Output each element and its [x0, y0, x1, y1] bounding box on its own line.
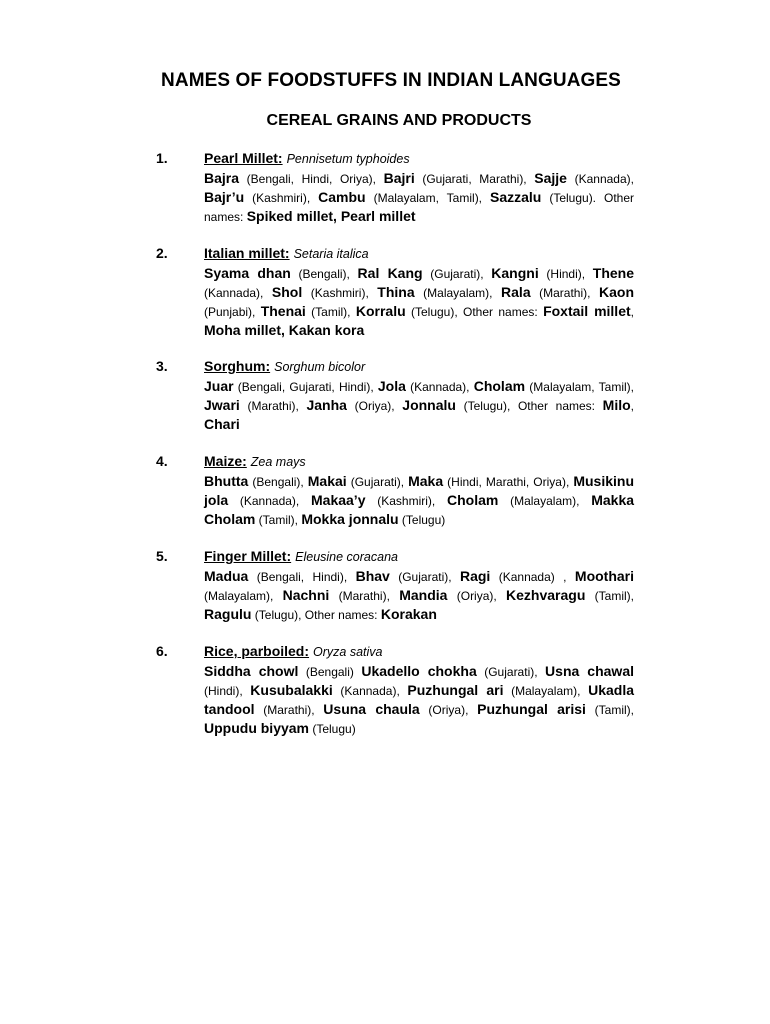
food-local-name: Usuna chaula	[323, 701, 420, 717]
entry-name: Rice, parboiled:	[204, 643, 310, 659]
food-local-name: Uppudu biyyam	[204, 720, 310, 736]
entry-scientific-name: Zea mays	[250, 455, 306, 469]
language-tag: (Tamil),	[585, 589, 634, 603]
food-local-name: Ral Kang	[357, 265, 423, 281]
entry-name: Pearl Millet:	[204, 150, 283, 166]
entry-body	[204, 472, 634, 529]
food-local-name: Mokka jonnalu	[301, 511, 399, 527]
food-local-name: Ragulu	[204, 606, 252, 622]
language-tag: (Marathi),	[530, 286, 599, 300]
language-tag: (Kannada),	[332, 684, 408, 698]
entry-body	[204, 662, 634, 738]
entry-heading	[204, 245, 369, 261]
food-local-name: Usna chawal	[545, 663, 634, 679]
entry-number: 2.	[156, 245, 168, 261]
entry-scientific-name: Pennisetum typhoides	[286, 152, 410, 166]
language-tag: (Oriya),	[447, 589, 507, 603]
entry-scientific-name: Sorghum bicolor	[274, 360, 366, 374]
food-local-name: Sazzalu	[490, 189, 542, 205]
language-tag: (Kashmiri),	[302, 286, 378, 300]
entry-name: Finger Millet:	[204, 548, 292, 564]
language-tag: (Gujarati),	[346, 475, 409, 489]
food-local-name: Korralu	[355, 303, 406, 319]
language-tag: (Malayalam),	[414, 286, 502, 300]
language-tag: (Kashmiri),	[365, 494, 447, 508]
food-local-name: Ragi	[459, 568, 491, 584]
food-local-name: Kangni	[491, 265, 539, 281]
section-heading: CEREAL GRAINS AND PRODUCTS	[266, 112, 532, 129]
entry-scientific-name: Setaria italica	[293, 247, 369, 261]
food-local-name: Maka	[408, 473, 444, 489]
language-tag: (Bengali, Hindi),	[248, 570, 356, 584]
food-local-name: Makai	[307, 473, 347, 489]
entry-heading	[204, 358, 365, 374]
language-tag: (Bengali)	[298, 665, 362, 679]
entry-name: Italian millet:	[204, 245, 290, 261]
language-tag: (Kannada) ,	[490, 570, 575, 584]
language-tag: ,	[630, 399, 634, 413]
language-tag: (Malayalam),	[498, 494, 592, 508]
food-local-name: Puzhungal ari	[407, 682, 504, 698]
entry-number: 5.	[156, 548, 168, 564]
language-tag: (Telugu), Other names:	[405, 305, 544, 319]
language-tag: (Malayalam, Tamil),	[525, 380, 634, 394]
entry-number: 1.	[156, 150, 168, 166]
food-local-name: Janha	[306, 397, 347, 413]
food-local-name: Kezhvaragu	[506, 587, 586, 603]
food-local-name: Jwari	[204, 397, 240, 413]
food-local-name: Mandia	[399, 587, 448, 603]
language-tag: (Kannada),	[204, 286, 272, 300]
food-local-name: Cambu	[318, 189, 366, 205]
language-tag: (Gujarati),	[476, 665, 546, 679]
entry-number: 4.	[156, 453, 168, 469]
food-local-name: Moha millet, Kakan kora	[204, 322, 365, 338]
language-tag: (Hindi),	[204, 684, 251, 698]
food-local-name: Spiked millet, Pearl millet	[246, 208, 416, 224]
language-tag: (Tamil),	[255, 513, 302, 527]
language-tag: (Tamil),	[305, 305, 356, 319]
page-title: NAMES OF FOODSTUFFS IN INDIAN LANGUAGES	[161, 70, 621, 91]
food-local-name: Cholam	[473, 378, 526, 394]
language-tag: (Telugu)	[398, 513, 446, 527]
food-local-name: Cholam	[447, 492, 499, 508]
food-local-name: Chari	[204, 416, 240, 432]
food-local-name: Bhutta	[204, 473, 249, 489]
language-tag: (Telugu), Other names:	[455, 399, 603, 413]
food-local-name: Madua	[204, 568, 249, 584]
language-tag: (Marathi),	[239, 399, 307, 413]
food-local-name: Makka Cholam	[204, 492, 635, 527]
language-tag: (Tamil),	[585, 703, 634, 717]
food-local-name: Kaon	[599, 284, 634, 300]
food-local-name: Ukadla tandool	[204, 682, 634, 717]
entry-number: 6.	[156, 643, 168, 659]
food-local-name: Rala	[501, 284, 531, 300]
food-local-name: Jola	[377, 378, 406, 394]
food-local-name: Thene	[592, 265, 634, 281]
language-tag: (Hindi),	[538, 267, 593, 281]
food-local-name: Kusubalakki	[250, 682, 333, 698]
language-tag: (Telugu). Other names:	[204, 191, 635, 224]
entry-heading	[204, 150, 410, 166]
language-tag: (Marathi),	[329, 589, 400, 603]
entry-body	[204, 169, 634, 226]
food-local-name: Korakan	[380, 606, 437, 622]
entry-body	[204, 264, 634, 340]
language-tag: (Gujarati, Marathi),	[414, 172, 535, 186]
language-tag: (Kannada),	[228, 494, 311, 508]
language-tag: (Hindi, Marathi, Oriya),	[443, 475, 574, 489]
food-local-name: Nachni	[282, 587, 330, 603]
language-tag: (Gujarati),	[389, 570, 460, 584]
language-tag: (Malayalam, Tamil),	[365, 191, 490, 205]
food-local-name: Siddha chowl	[204, 663, 299, 679]
entry-name: Sorghum:	[204, 358, 271, 374]
language-tag: (Telugu)	[309, 722, 356, 736]
food-local-name: Sajje	[534, 170, 567, 186]
language-tag: (Kannada),	[405, 380, 474, 394]
food-local-name: Thenai	[260, 303, 306, 319]
language-tag: (Marathi),	[254, 703, 324, 717]
language-tag: (Bengali, Hindi, Oriya),	[239, 172, 384, 186]
entry-number: 3.	[156, 358, 168, 374]
food-local-name: Musikinu jola	[204, 473, 634, 508]
entry-heading	[204, 453, 306, 469]
food-local-name: Moothari	[574, 568, 635, 584]
language-tag: (Bengali),	[248, 475, 308, 489]
entry-scientific-name: Eleusine coracana	[295, 550, 398, 564]
food-local-name: Jonnalu	[402, 397, 456, 413]
language-tag: (Bengali),	[290, 267, 358, 281]
food-local-name: Shol	[271, 284, 303, 300]
entry-scientific-name: Oryza sativa	[313, 645, 383, 659]
language-tag: (Malayalam),	[503, 684, 589, 698]
food-local-name: Thina	[377, 284, 415, 300]
language-tag: (Oriya),	[419, 703, 478, 717]
food-local-name: Bajr’u	[204, 189, 245, 205]
language-tag: (Bengali, Gujarati, Hindi),	[233, 380, 378, 394]
language-tag: (Malayalam),	[204, 589, 283, 603]
food-local-name: Foxtail millet	[543, 303, 631, 319]
entry-heading	[204, 643, 383, 659]
entry-heading	[204, 548, 398, 564]
entry-body	[204, 377, 634, 434]
food-local-name: Bajra	[204, 170, 240, 186]
food-local-name: Makaa’y	[311, 492, 366, 508]
food-local-name: Puzhungal arisi	[477, 701, 586, 717]
language-tag: (Gujarati),	[422, 267, 492, 281]
language-tag: (Telugu), Other names:	[251, 608, 381, 622]
language-tag: (Kashmiri),	[244, 191, 319, 205]
food-local-name: Juar	[204, 378, 234, 394]
language-tag: (Oriya),	[346, 399, 403, 413]
food-local-name: Ukadello chokha	[361, 663, 477, 679]
food-local-name: Bajri	[383, 170, 415, 186]
language-tag: (Punjabi),	[204, 305, 261, 319]
food-local-name: Milo	[602, 397, 631, 413]
food-local-name: Syama dhan	[204, 265, 291, 281]
language-tag: (Kannada),	[566, 172, 634, 186]
language-tag: ,	[630, 305, 634, 319]
entry-name: Maize:	[204, 453, 247, 469]
food-local-name: Bhav	[355, 568, 390, 584]
entry-body	[204, 567, 634, 624]
